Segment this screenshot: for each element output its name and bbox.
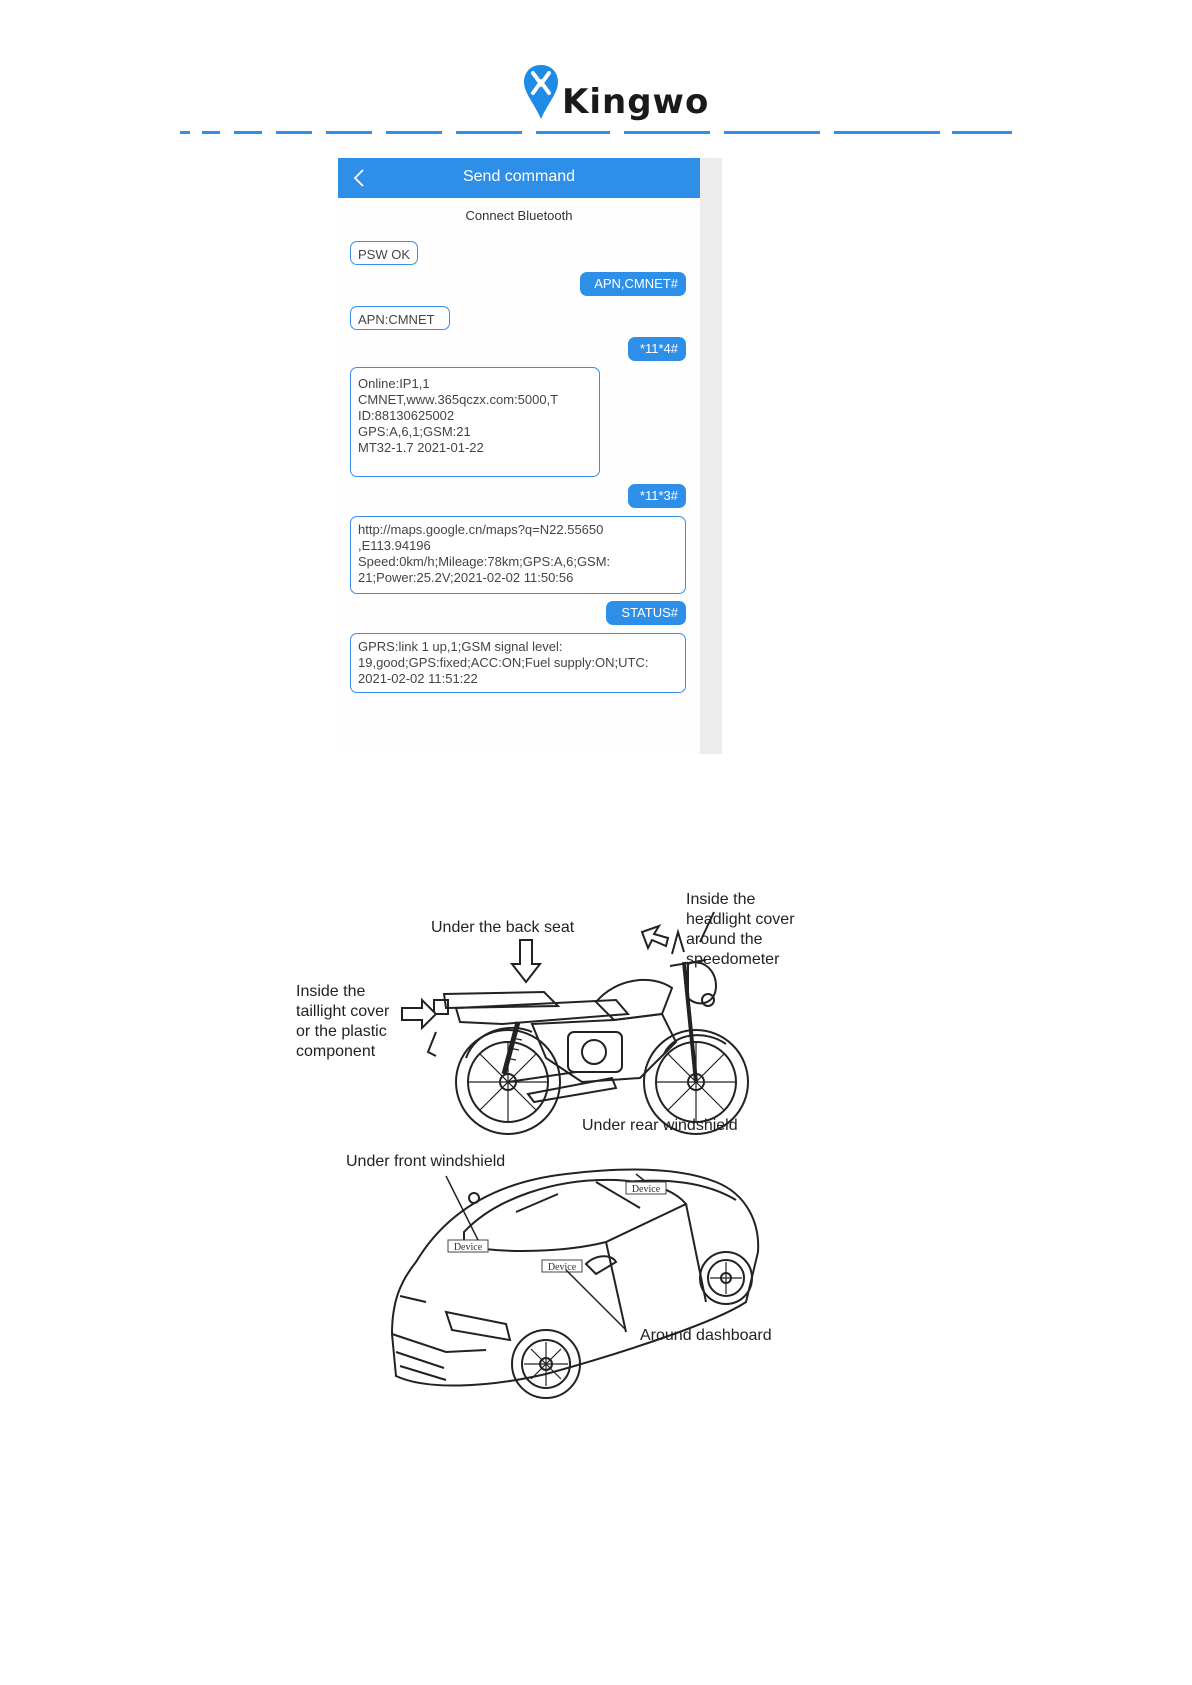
- scrollbar[interactable]: [700, 158, 722, 754]
- message-bubble-sent: *11*4#: [628, 337, 686, 361]
- message-bubble-sent: APN,CMNET#: [580, 272, 686, 296]
- label-taillight-line-1: Inside the: [296, 983, 366, 1000]
- message-bubble-sent: *11*3#: [628, 484, 686, 508]
- label-taillight-line-4: component: [296, 1043, 376, 1060]
- connection-status: Connect Bluetooth: [465, 208, 573, 223]
- kingwo-logo: [522, 62, 709, 122]
- app-bar: [338, 158, 700, 198]
- logo-pin-icon: [522, 63, 560, 121]
- label-headlight-line-2: headlight cover: [686, 911, 795, 928]
- installation-locations-figure: [296, 882, 856, 1412]
- label-headlight-line-1: Inside the: [686, 891, 756, 908]
- message-bubble-sent: STATUS#: [606, 601, 686, 625]
- send-command-screenshot: [338, 158, 722, 754]
- device-tags: [448, 1182, 666, 1273]
- label-taillight-line-2: taillight cover: [296, 1003, 390, 1020]
- device-tag-dashboard: Device: [547, 1262, 577, 1273]
- label-under-front-windshield: Under front windshield: [346, 1153, 506, 1170]
- app-title: Send command: [462, 168, 576, 185]
- label-under-rear-windshield: Under rear windshield: [582, 1117, 738, 1134]
- label-under-back-seat: Under the back seat: [431, 919, 575, 936]
- message-bubble-received: http://maps.google.cn/maps?q=N22.55650 ,E113.94196 Speed:0km/h;Mileage:78km;GPS:A,6;GSM: 21;Power:25.2V;2021-02-02 11:50:56: [350, 516, 686, 594]
- page-header: [0, 0, 1192, 140]
- label-around-dashboard: Around dashboard: [640, 1327, 772, 1344]
- message-bubble-received: PSW OK: [350, 241, 418, 265]
- car-illustration: [392, 1170, 758, 1398]
- device-tag-front: Device: [453, 1242, 483, 1253]
- logo-text: Kingwo: [562, 82, 710, 122]
- label-headlight-line-4: speedometer: [686, 951, 780, 968]
- message-bubble-received: GPRS:link 1 up,1;GSM signal level: 19,good;GPS:fixed;ACC:ON;Fuel supply:ON;UTC: 2021-02-02 11:51:22: [350, 633, 686, 693]
- device-tag-rear: Device: [631, 1184, 661, 1195]
- message-bubble-received: Online:IP1,1 CMNET,www.365qczx.com:5000,T ID:88130625002 GPS:A,6,1;GSM:21 MT32-1.7 2021-01-22: [350, 367, 600, 477]
- label-taillight-line-3: or the plastic: [296, 1023, 387, 1040]
- label-headlight-line-3: around the: [686, 931, 763, 948]
- header-divider: [180, 131, 1012, 134]
- message-bubble-received: APN:CMNET: [350, 306, 450, 330]
